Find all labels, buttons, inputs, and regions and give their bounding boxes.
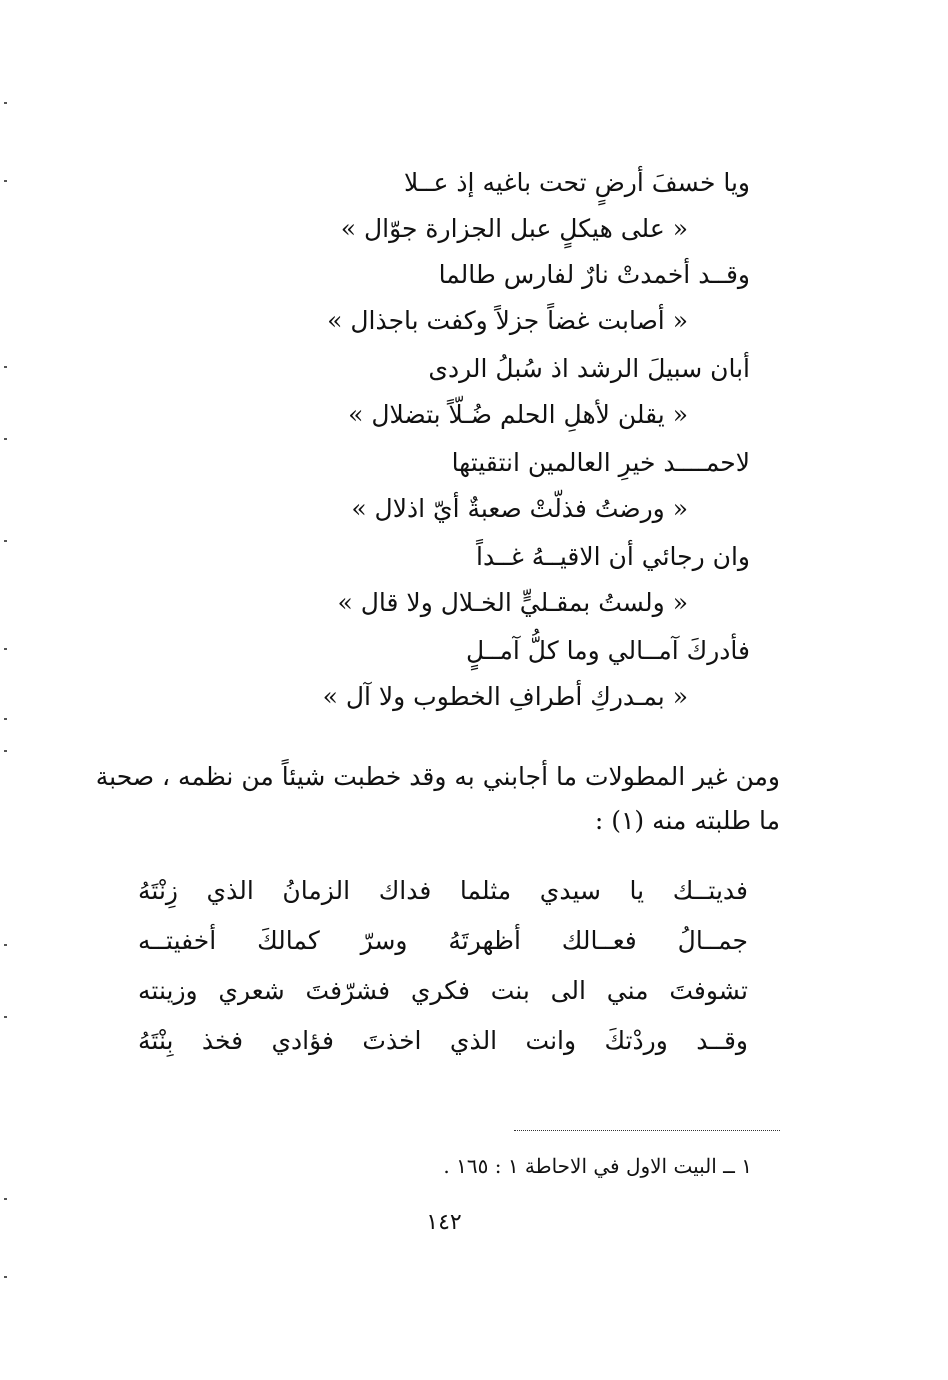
poem-line: « بمـدركِ أطرافِ الخطوب ولا آل » [322,682,688,711]
footnote-separator [514,1130,780,1131]
poem-line: « ولستُ بمقـليٍّ الخـلال ولا قال » [337,588,688,617]
footnote: ١ ــ البيت الاول في الاحاطة ١ : ١٦٥ . [443,1154,752,1178]
prose-line: ومن غير المطولات ما أجابني به وقد خطبت شيئاً من نظمه ، صحبة [95,762,780,791]
poem-line: أبان سبيلَ الرشد اذ سُبلُ الردى [428,354,750,383]
poem-line: « على هيكلٍ عبل الجزارة جوّال » [340,214,688,243]
poem-line: وان رجائي أن الاقيــهُ غــداً [476,542,750,571]
scan-speck [4,718,7,720]
poem-line: لاحمــــد خيرِ العالمين انتقيتها [451,448,750,477]
scan-speck [4,944,7,946]
quatrain-line: تشوفتَ مني الى بنت فكري فشرّفتَ شعري وزينته [138,976,748,1005]
scan-speck [4,180,7,182]
quatrain-line: جمــالُ فعــالك أظهرتَهُ وسرّ كمالكَ أخفيتــه [138,926,748,955]
scan-speck [4,750,7,752]
prose-line: ما طلبته منه (١) : [594,806,780,835]
poem-line: « يقلن لأهلِ الحلم ضُـلّاً بتضلال » [348,400,688,429]
scan-speck [4,102,7,104]
quatrain-line: فديتــك يا سيدي مثلما فداك الزمانُ الذي زِنْتَهُ [138,876,748,905]
poem-line: فأدركَ آمــالي وما كلُّ آمــلٍ [465,636,750,665]
scan-speck [4,1016,7,1018]
scan-speck [4,1276,7,1278]
scan-speck [4,540,7,542]
poem-line: ويا خسفَ أرضٍ تحت باغيه إذ عــلا [403,168,750,197]
scan-speck [4,366,7,368]
poem-line: « أصابت غضاً جزلاً وكفت باجذال » [327,306,688,335]
poem-line: وقــد أخمدتْ نارٌ لفارس طالما [438,260,750,289]
quatrain-line: وقــد وردْتكَ وانت الذي اخذتَ فؤادي فخذ بِنْتَهُ [138,1026,748,1055]
poem-line: « ورضتُ فذلّتْ صعبةٌ أيّ اذلال » [351,494,688,523]
scan-speck [4,648,7,650]
scan-speck [4,1198,7,1200]
page-number: ١٤٢ [426,1210,462,1235]
scan-speck [4,438,7,440]
